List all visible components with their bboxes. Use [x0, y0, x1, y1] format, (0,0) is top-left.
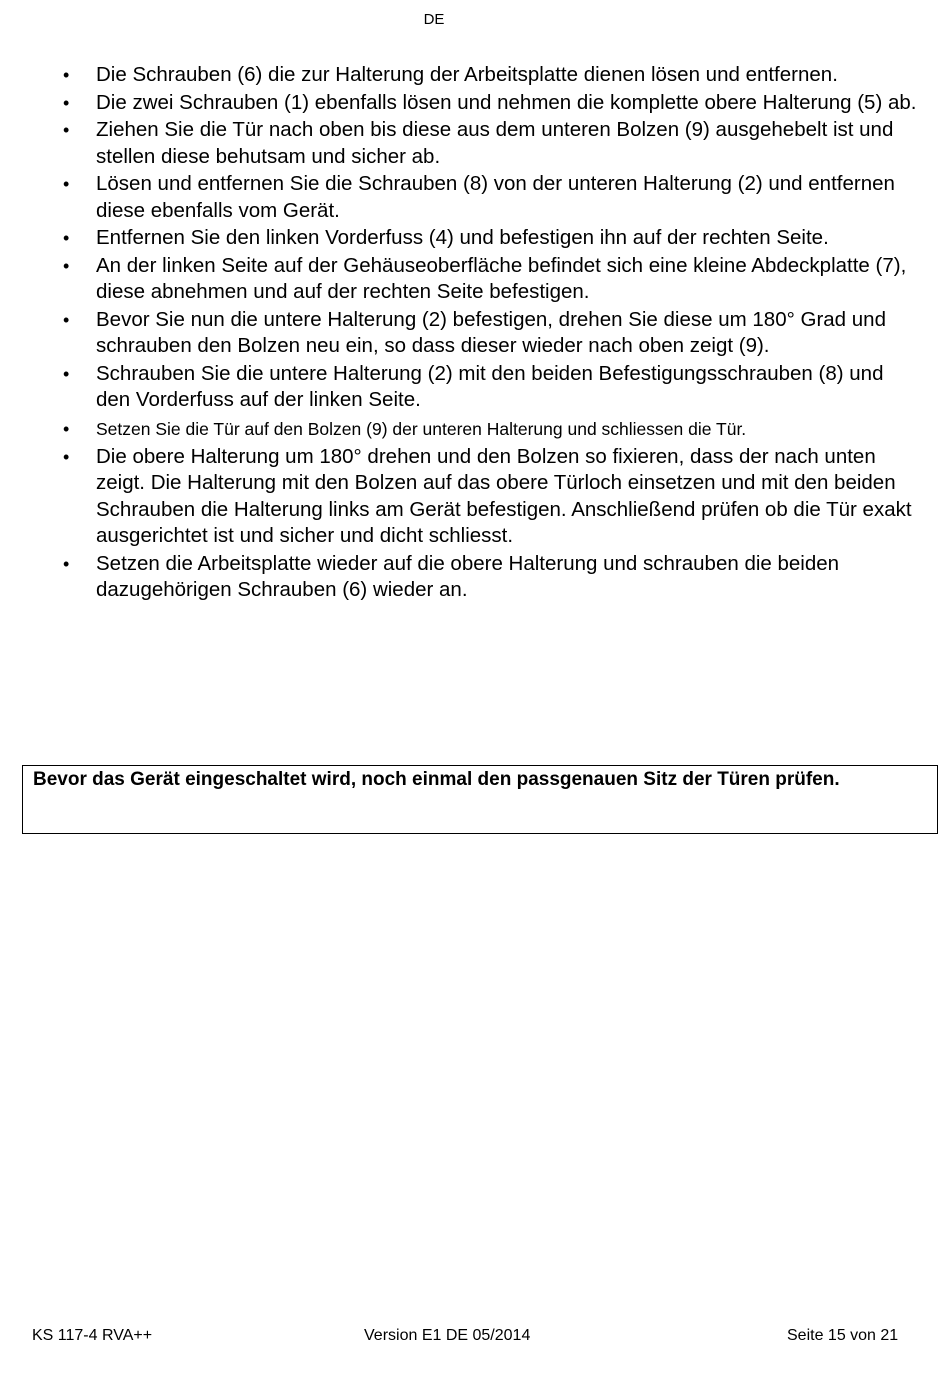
list-item — [0, 307, 950, 360]
step-text: Die Schrauben (6) die zur Halterung der Arbeitsplatte dienen lösen und entfernen. — [96, 63, 838, 86]
footer-model: KS 117-4 RVA++ — [32, 1327, 153, 1344]
list-item — [0, 551, 950, 604]
list-item — [0, 253, 950, 306]
list-item — [0, 171, 950, 224]
step-text: Lösen und entfernen Sie die Schrauben (8) von der unteren Halterung (2) und entfernen diese ebenfalls vom Gerät. — [96, 172, 895, 222]
bullet-icon: • — [63, 174, 70, 194]
list-item — [0, 444, 950, 550]
instruction-list — [0, 62, 950, 605]
footer-version: Version E1 DE 05/2014 — [364, 1327, 531, 1344]
step-text: Entfernen Sie den linken Vorderfuss (4) und befestigen ihn auf der rechten Seite. — [96, 226, 829, 249]
step-text: Setzen die Arbeitsplatte wieder auf die obere Halterung und schrauben die beiden dazugehörigen Schrauben (6) wieder an. — [96, 551, 840, 601]
bullet-icon: • — [63, 228, 70, 248]
list-item — [0, 90, 950, 117]
bullet-icon: • — [63, 309, 70, 330]
step-text: Die obere Halterung um 180° drehen und den Bolzen so fixieren, dass der nach unten zeigt. Die Halterung mit den Bolzen auf das obere Türloch einsetzen und mit den beiden Schrauben die Halterung links am Gerät befestigen. Anschließend prüfen ob die Tür exakt ausgerichtet ist und sicher und dicht schliesst. — [96, 444, 912, 547]
step-text: Schrauben Sie die untere Halterung (2) mit den beiden Befestigungsschrauben (8) und den Vorderfuss auf der linken Seite. — [96, 361, 884, 411]
step-text: Bevor Sie nun die untere Halterung (2) befestigen, drehen Sie diese um 180° Grad und schrauben den Bolzen neu ein, so dass dieser wieder nach oben zeigt (9). — [96, 307, 886, 357]
bullet-icon: • — [63, 120, 70, 140]
notice-text: Bevor das Gerät eingeschaltet wird, noch einmal den passgenauen Sitz der Türen prüfen. — [33, 769, 840, 790]
list-item — [0, 62, 950, 89]
bullet-icon: • — [63, 65, 70, 85]
footer-page-number: Seite 15 von 21 — [787, 1327, 899, 1344]
notice-box — [22, 765, 938, 834]
bullet-icon: • — [63, 255, 70, 276]
bullet-icon: • — [63, 418, 70, 439]
list-item — [0, 361, 950, 414]
bullet-icon: • — [63, 92, 70, 113]
language-header: DE — [423, 11, 445, 28]
list-item — [0, 225, 950, 252]
step-text: An der linken Seite auf der Gehäuseoberfläche befindet sich eine kleine Abdeckplatte (7), diese abnehmen und auf der rechten Seite befestigen. — [96, 253, 907, 303]
step-text: Die zwei Schrauben (1) ebenfalls lösen und nehmen die komplette obere Halterung (5) ab. — [96, 90, 917, 114]
list-item — [0, 117, 950, 170]
bullet-icon: • — [63, 553, 70, 574]
bullet-icon: • — [63, 446, 70, 467]
step-text: Ziehen Sie die Tür nach oben bis diese aus dem unteren Bolzen (9) ausgehebelt ist und stellen diese behutsam und sicher ab. — [96, 118, 894, 168]
step-text: Setzen Sie die Tür auf den Bolzen (9) der unteren Halterung und schliessen die Tür. — [96, 418, 747, 439]
bullet-icon: • — [63, 363, 70, 384]
list-item — [0, 415, 950, 443]
